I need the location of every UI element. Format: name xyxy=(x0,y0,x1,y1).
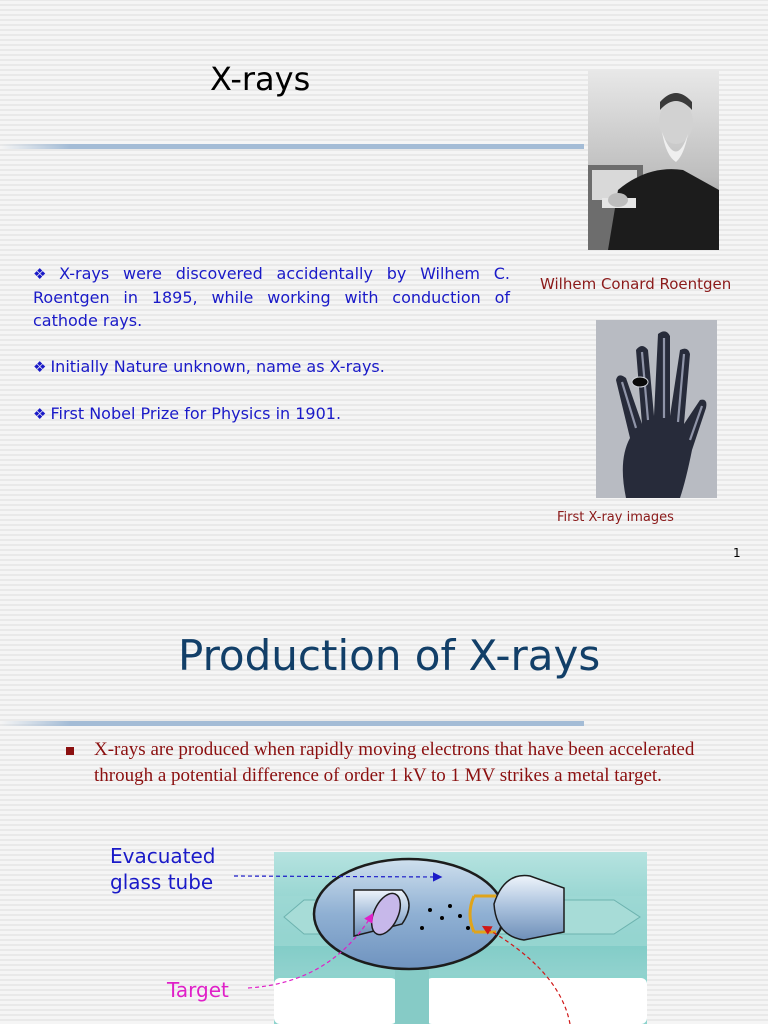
title-underline xyxy=(0,144,584,149)
diamond-bullet-icon: ❖ xyxy=(33,265,56,283)
diamond-bullet-icon: ❖ xyxy=(33,358,47,376)
slide-2 xyxy=(0,575,768,1024)
first-xray-image xyxy=(596,320,717,498)
square-bullet-icon xyxy=(66,747,74,755)
portrait-caption: Wilhem Conard Roentgen xyxy=(540,275,732,293)
xray-tube-diagram xyxy=(274,852,647,1024)
bullet-list xyxy=(33,262,510,426)
xray-caption: First X-ray images xyxy=(557,510,674,525)
xray-hand-illustration xyxy=(596,320,717,498)
roentgen-portrait-photo xyxy=(588,70,719,250)
bullet-item: ❖ First Nobel Prize for Physics in 1901. xyxy=(33,404,342,423)
diamond-bullet-icon: ❖ xyxy=(33,405,47,423)
slide-title: X-rays xyxy=(210,60,311,98)
portrait-illustration xyxy=(588,70,719,250)
bullet-item: ❖ X-rays were discovered accidentally by Wilhem C. Roentgen in 1895, while working with conduction of cathode rays. xyxy=(33,264,510,330)
bullet-item: X-rays are produced when rapidly moving electrons that have been accelerated through a potential difference of order 1 kV to 1 MV strikes a metal target. xyxy=(66,737,736,789)
target-label: Target xyxy=(167,978,229,1002)
bullet-item: ❖ Initially Nature unknown, name as X-rays. xyxy=(33,357,385,376)
title-underline xyxy=(0,721,584,726)
xray-tube-illustration xyxy=(274,852,647,1024)
page-number: 1 xyxy=(733,546,741,560)
slide-title: Production of X-rays xyxy=(178,631,601,680)
evacuated-glass-tube-label: Evacuated glass tube xyxy=(110,844,216,894)
